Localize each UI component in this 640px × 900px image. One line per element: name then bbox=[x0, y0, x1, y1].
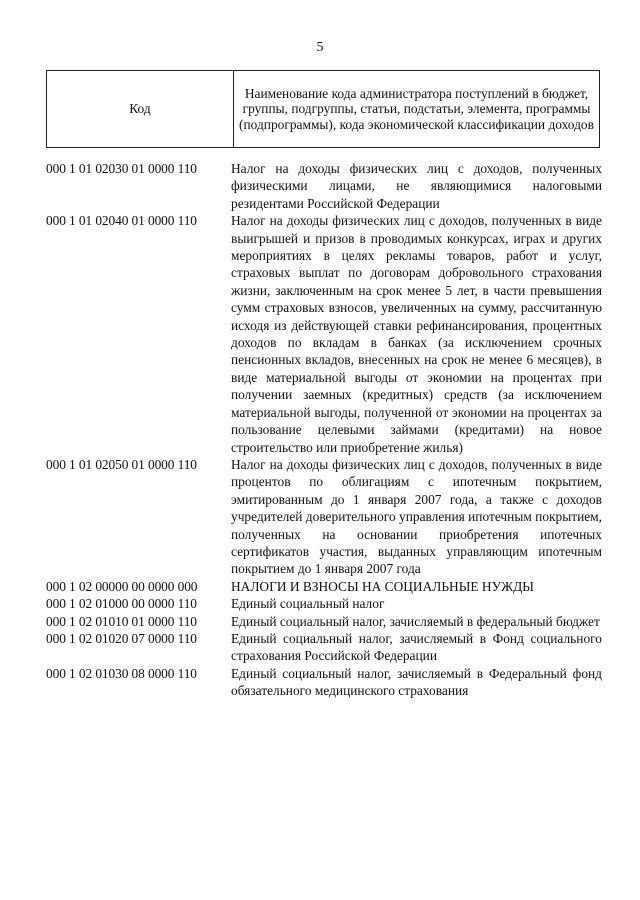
classification-description: Единый социальный налог, зачисляемый в Федеральный фонд обязательного медицинского страхования bbox=[231, 665, 602, 699]
page-number: 5 bbox=[316, 40, 324, 55]
classification-code: 000 1 02 01000 00 0000 110 bbox=[46, 596, 197, 612]
classification-description: Налог на доходы физических лиц с доходов, полученных в виде выигрышей и призов в проводимых конкурсах, играх и других мероприятиях в целях рекламы товаров, работ и услуг, страховых выплат по договорам добровольного страхования жизни, заключенным на срок менее 5 лет, в части превышения сумм страховых взносов, увеличенных на сумму, рассчитанную исходя из действующей ставки рефинансирования, процентных доходов по вкладам в банках (за исключением срочных пенсионных вкладов, внесенных на срок не менее 6 месяцев), в виде материальной выгоды от экономии на процентах при получении заемных (кредитных) средств (за исключением материальной выгоды, полученной от экономии на процентах за пользование целевыми займами (кредитами) на новое строительство или приобретение жилья) bbox=[231, 213, 602, 455]
classification-description: Единый социальный налог, зачисляемый в федеральный бюджет bbox=[231, 613, 600, 629]
code-column-header: Код bbox=[47, 71, 234, 148]
table-row bbox=[46, 456, 602, 578]
classification-code: 000 1 01 02030 01 0000 110 bbox=[46, 161, 197, 176]
table-row bbox=[46, 630, 602, 665]
table-row bbox=[46, 595, 602, 612]
classification-description: Налог на доходы физических лиц с доходов, полученных физическими лицами, не являющимися налоговыми резидентами Российской Федерации bbox=[231, 161, 602, 211]
classification-description: Налог на доходы физических лиц с доходов, полученных в виде процентов по облигациям с ипотечным покрытием, эмитированным до 1 января 2007 года, а также с доходов учредителей доверительного управления ипотечным покрытием, полученных на основании приобретения ипотечных сертификатов участия, выданных управляющим ипотечным покрытием до 1 января 2007 года bbox=[231, 456, 602, 577]
classification-code: 000 1 02 00000 00 0000 000 bbox=[46, 578, 198, 594]
name-column-header: Наименование кода администратора поступлений в бюджет, группы, подгруппы, статьи, подстатьи, элемента, программы (подпрограммы), кода экономической классификации доходов bbox=[234, 71, 600, 148]
table-row bbox=[46, 613, 602, 630]
classification-code: 000 1 02 01030 08 0000 110 bbox=[46, 665, 197, 681]
classification-code: 000 1 01 02040 01 0000 110 bbox=[46, 213, 197, 229]
classification-description: НАЛОГИ И ВЗНОСЫ НА СОЦИАЛЬНЫЕ НУЖДЫ bbox=[231, 578, 534, 594]
classification-list bbox=[46, 160, 602, 700]
classification-code: 000 1 01 02050 01 0000 110 bbox=[46, 456, 197, 472]
table-header bbox=[46, 70, 600, 148]
table-row bbox=[46, 665, 602, 700]
table-row bbox=[46, 212, 602, 456]
table-row bbox=[46, 160, 602, 212]
classification-description: Единый социальный налог, зачисляемый в Фонд социального страхования Российской Федерации bbox=[231, 630, 602, 664]
table-row bbox=[46, 578, 602, 595]
classification-description: Единый социальный налог bbox=[231, 596, 385, 612]
classification-code: 000 1 02 01020 07 0000 110 bbox=[46, 630, 197, 646]
classification-code: 000 1 02 01010 01 0000 110 bbox=[46, 613, 197, 629]
